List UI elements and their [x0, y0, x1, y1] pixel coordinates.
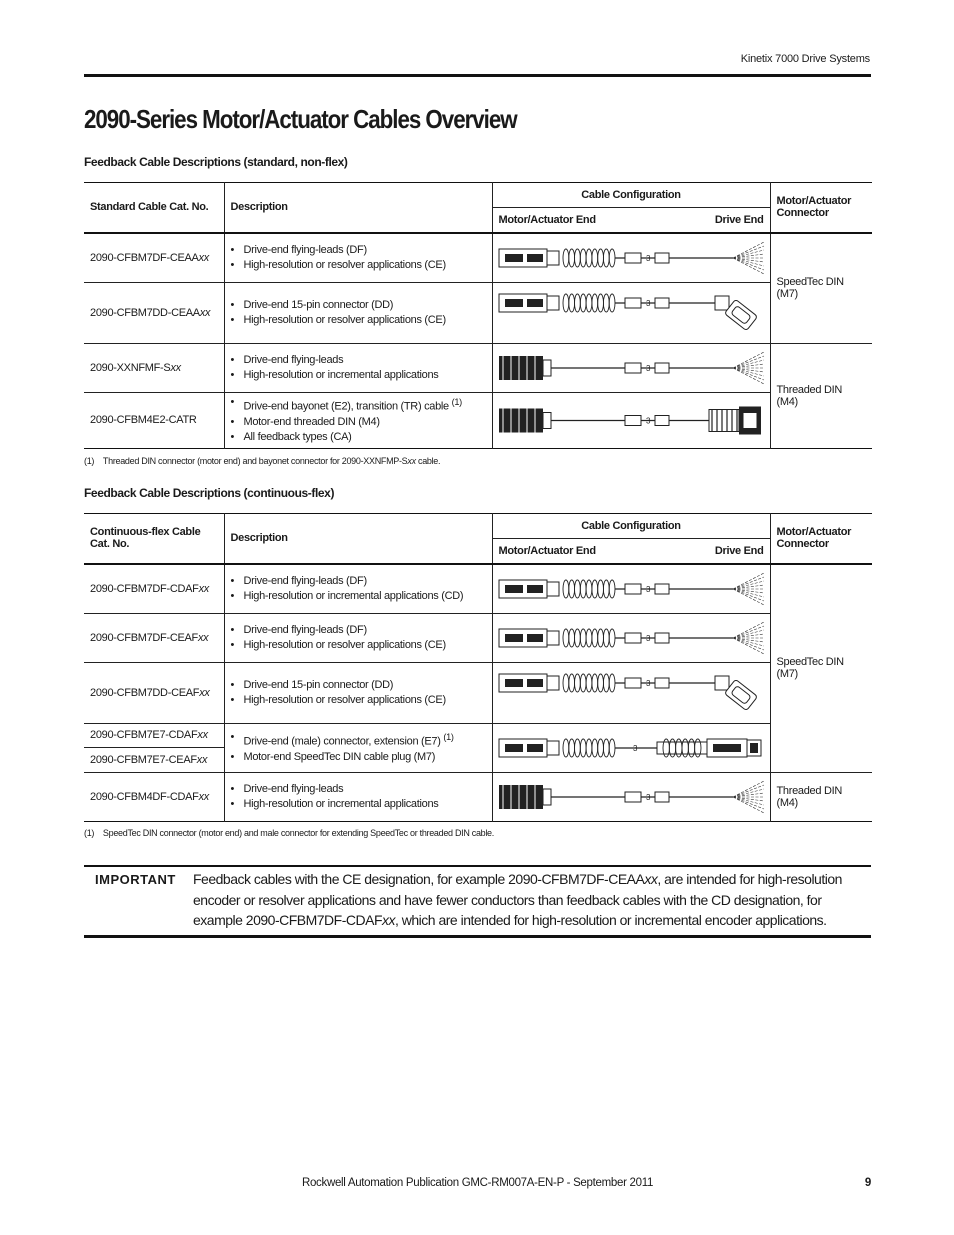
footnote-ref: (1)	[451, 397, 462, 408]
cable-drawing	[493, 565, 770, 613]
running-header: Kinetix 7000 Drive Systems	[740, 53, 870, 65]
catalog-number: 2090-CFBM7DF-CDAFxx	[84, 564, 224, 614]
table2-header-configuration: Cable Configuration	[492, 514, 770, 539]
cable-configuration-image	[492, 772, 770, 821]
table1-row	[84, 343, 872, 392]
cable-drawing	[493, 614, 770, 662]
cable-configuration-image	[492, 233, 770, 283]
catalog-number: 2090-CFBM4DF-CDAFxx	[84, 772, 224, 821]
page-title: 2090-Series Motor/Actuator Cables Overview	[84, 104, 517, 134]
description	[224, 662, 492, 723]
table1-row	[84, 392, 872, 448]
table1-header-connector: Motor/Actuator Connector	[770, 183, 872, 233]
important-label: IMPORTANT	[95, 872, 176, 887]
cable-configuration-image	[492, 564, 770, 614]
table2-header-connector: Motor/Actuator Connector	[770, 514, 872, 564]
cable-configuration-image	[492, 343, 770, 392]
table1-standard-cables	[84, 182, 872, 449]
svg-text:3: 3	[645, 253, 650, 263]
description-bullet: • High-resolution or incremental applications (CD)	[244, 589, 486, 604]
svg-text:3: 3	[645, 792, 650, 802]
description	[224, 564, 492, 614]
catalog-number: 2090-CFBM7DD-CEAAxx	[84, 282, 224, 343]
cable-configuration-image	[492, 392, 770, 448]
description-bullet: • Drive-end flying-leads (DF)	[244, 623, 486, 638]
description-bullet: • Drive-end flying-leads (DF)	[244, 574, 486, 589]
description-bullet: • Drive-end 15-pin connector (DD)	[244, 678, 486, 693]
cable-drawing	[493, 393, 770, 448]
catalog-number: 2090-CFBM7DF-CEAFxx	[84, 613, 224, 662]
svg-text:3: 3	[632, 743, 637, 753]
catalog-number: 2090-XXNFMF-Sxx	[84, 343, 224, 392]
table1-row	[84, 233, 872, 283]
table1-subtitle: Feedback Cable Descriptions (standard, non-flex)	[84, 155, 348, 169]
table2-header-description: Description	[224, 514, 492, 564]
description-bullet: • Drive-end (male) connector, extension (E7) $^{(1)}$	[244, 730, 486, 750]
table2-header-ends	[492, 539, 770, 564]
description-bullet: • Drive-end flying-leads	[244, 782, 486, 797]
table2-header-motor-end: Motor/Actuator End	[498, 544, 596, 557]
cable-drawing	[493, 663, 770, 723]
cable-drawing	[493, 724, 770, 772]
table1-footnote: (1) Threaded DIN connector (motor end) and bayonet connector for 2090-XXNFMP-Sxx cable.	[84, 456, 441, 466]
description	[224, 613, 492, 662]
description-bullet: • High-resolution or incremental applications	[244, 797, 486, 812]
cable-configuration-image	[492, 282, 770, 343]
connector-type: SpeedTec DIN (M7)	[770, 233, 872, 344]
description-bullet: • Drive-end flying-leads (DF)	[244, 243, 486, 258]
table1-header-catno: Standard Cable Cat. No.	[84, 183, 224, 233]
table2-row	[84, 613, 872, 662]
table2-row	[84, 772, 872, 821]
description	[224, 392, 492, 448]
important-text: Feedback cables with the CE designation, for example 2090-CFBM7DF-CEAAxx, are intended for high-resolution encoder or resolver applications and have fewer conductors than feedback cables with the CD designation, for example 2090-CFBM7DF-CDAFxx, which are intended for high-resolution or incremental encoder applications.	[193, 871, 842, 928]
description-bullet: • Drive-end flying-leads	[244, 353, 486, 368]
table2-continuous-flex-cables	[84, 513, 872, 822]
table2-header-catno: Continuous-flex Cable Cat. No.	[84, 514, 224, 564]
cable-drawing	[493, 283, 770, 343]
description-bullet: • Drive-end 15-pin connector (DD)	[244, 298, 486, 313]
top-rule	[84, 74, 871, 77]
table1-row	[84, 282, 872, 343]
catalog-number: 2090-CFBM7E7-CEAFxx	[84, 747, 224, 772]
cable-drawing	[493, 234, 770, 282]
footnote-ref: (1)	[443, 732, 454, 743]
svg-text:3: 3	[645, 633, 650, 643]
description	[224, 343, 492, 392]
table1-header-configuration: Cable Configuration	[492, 183, 770, 208]
cable-configuration-image	[492, 613, 770, 662]
description	[224, 723, 492, 772]
description-bullet: • Drive-end bayonet (E2), transition (TR) cable $^{(1)}$	[244, 395, 486, 415]
svg-text:3: 3	[645, 584, 650, 594]
svg-text:3: 3	[645, 298, 650, 308]
description-bullet: • Motor-end SpeedTec DIN cable plug (M7)	[244, 750, 486, 765]
description-bullet: • High-resolution or resolver applications (CE)	[244, 693, 486, 708]
svg-text:3: 3	[645, 678, 650, 688]
description-bullet: • High-resolution or resolver applications (CE)	[244, 258, 486, 273]
catalog-number: 2090-CFBM7DD-CEAFxx	[84, 662, 224, 723]
description-bullet: • Motor-end threaded DIN (M4)	[244, 415, 486, 430]
description-bullet: • High-resolution or resolver applications (CE)	[244, 313, 486, 328]
table2-row	[84, 662, 872, 723]
table1-header-ends	[492, 208, 770, 233]
cable-drawing	[493, 344, 770, 392]
connector-type: Threaded DIN (M4)	[770, 772, 872, 821]
table1-header-drive-end: Drive End	[714, 213, 764, 226]
table1-header-motor-end: Motor/Actuator End	[498, 213, 596, 226]
svg-text:3: 3	[645, 363, 650, 373]
cable-configuration-image	[492, 662, 770, 723]
description	[224, 772, 492, 821]
description-bullet: • High-resolution or incremental applications	[244, 368, 486, 383]
publication-info: Rockwell Automation Publication GMC-RM007A-EN-P - September 2011	[301, 1177, 654, 1189]
table2-subtitle: Feedback Cable Descriptions (continuous-flex)	[84, 486, 335, 500]
page-number: 9	[864, 1177, 871, 1189]
svg-text:3: 3	[645, 416, 650, 425]
description-bullet: • High-resolution or resolver applications (CE)	[244, 638, 486, 653]
table1-header-description: Description	[224, 183, 492, 233]
cable-configuration-image	[492, 723, 770, 772]
description-bullet: • All feedback types (CA)	[244, 430, 486, 445]
catalog-number: 2090-CFBM4E2-CATR	[84, 392, 224, 448]
table2-footnote: (1) SpeedTec DIN connector (motor end) and male connector for extending SpeedTec or threaded DIN cable.	[84, 828, 494, 838]
table2-row	[84, 564, 872, 614]
important-top-rule	[84, 865, 871, 867]
cable-drawing	[493, 773, 770, 821]
catalog-number: 2090-CFBM7E7-CDAFxx	[84, 723, 224, 747]
description	[224, 233, 492, 283]
connector-type: SpeedTec DIN (M7)	[770, 564, 872, 773]
catalog-number: 2090-CFBM7DF-CEAAxx	[84, 233, 224, 283]
table2-row	[84, 723, 872, 747]
table2-header-drive-end: Drive End	[714, 544, 764, 557]
important-bottom-rule	[84, 935, 871, 938]
connector-type: Threaded DIN (M4)	[770, 343, 872, 448]
description	[224, 282, 492, 343]
